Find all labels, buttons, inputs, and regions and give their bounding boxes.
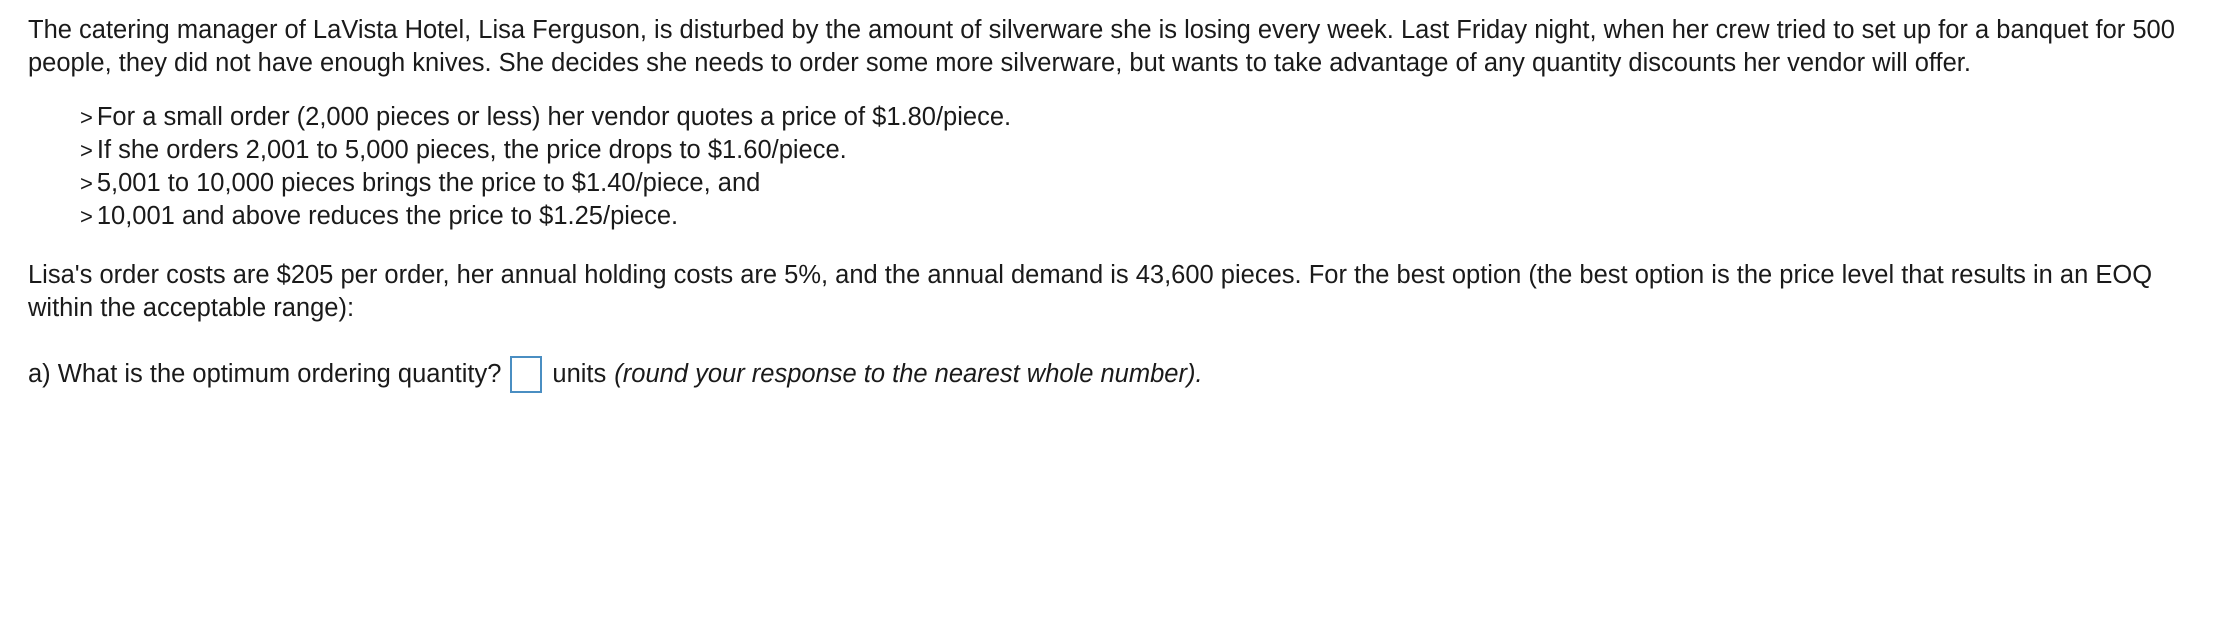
bullet-marker: > bbox=[80, 105, 93, 130]
rounding-hint: (round your response to the nearest whole number). bbox=[614, 360, 1203, 388]
discount-item bbox=[80, 134, 2238, 167]
discount-text: If she orders 2,001 to 5,000 pieces, the price drops to $1.60/piece. bbox=[96, 136, 847, 164]
discount-list bbox=[80, 101, 2238, 233]
discount-text: 10,001 and above reduces the price to $1.25/piece. bbox=[96, 202, 679, 230]
discount-item bbox=[80, 200, 2238, 233]
answer-input[interactable] bbox=[510, 356, 542, 393]
units-label: units bbox=[552, 360, 607, 388]
bullet-marker: > bbox=[80, 171, 93, 196]
discount-text: For a small order (2,000 pieces or less) her vendor quotes a price of $1.80/piece. bbox=[96, 103, 1012, 131]
question-row bbox=[28, 356, 2238, 393]
bullet-marker: > bbox=[80, 138, 93, 163]
details-paragraph: Lisa's order costs are $205 per order, her annual holding costs are 5%, and the annual demand is 43,600 pieces. For the best option (the best option is the price level that results in an EOQ within the acceptable range): bbox=[28, 261, 2153, 322]
discount-item bbox=[80, 101, 2238, 134]
question-prompt: a) What is the optimum ordering quantity? bbox=[28, 360, 502, 388]
intro-paragraph: The catering manager of LaVista Hotel, Lisa Ferguson, is disturbed by the amount of silverware she is losing every week. Last Friday night, when her crew tried to set up for a banquet for 500 people, they did not have enough knives. She decides she needs to order some more silverware, but wants to take advantage of any quantity discounts her vendor will offer. bbox=[28, 16, 2175, 77]
discount-item bbox=[80, 167, 2238, 200]
bullet-marker: > bbox=[80, 204, 93, 229]
discount-text: 5,001 to 10,000 pieces brings the price to $1.40/piece, and bbox=[96, 169, 761, 197]
